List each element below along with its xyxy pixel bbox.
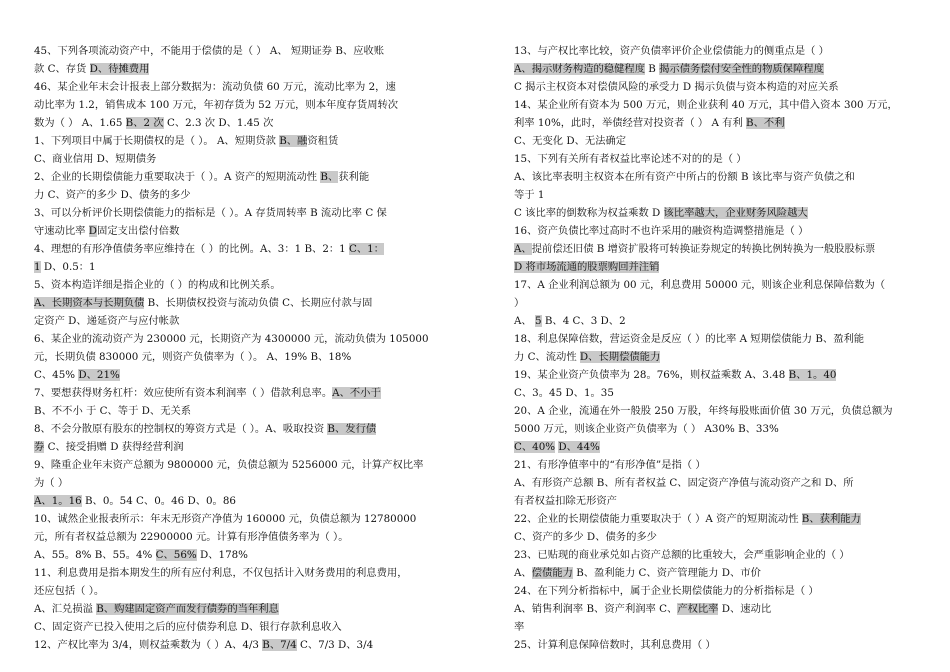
text-line (34, 204, 436, 222)
text-line (34, 564, 436, 582)
text-segment: C、接受捐赠 D 获得经营利润 (44, 441, 184, 453)
text-line (514, 276, 916, 294)
text-segment: B (645, 63, 660, 75)
text-line (34, 114, 436, 132)
text-segment: C、固定资产已投入使用之后的应付债券利息 D、银行存款利息收入 (34, 621, 342, 633)
text-segment: 1、下列项目中属于长期债权的是（ ）。 A、短期贷款 (34, 135, 280, 147)
highlighted-answer: 5 (535, 315, 542, 327)
highlighted-answer: 偿债能力 (531, 567, 573, 579)
highlighted-answer: D、21% (78, 369, 120, 381)
text-line (514, 546, 916, 564)
text-line (34, 276, 436, 294)
text-line (514, 222, 916, 240)
text-line (34, 168, 436, 186)
text-line (514, 492, 916, 510)
text-line (514, 618, 916, 636)
highlighted-answer: 揭示债务偿付安全性的物质保障程度 (659, 63, 824, 75)
text-line (34, 132, 436, 150)
text-line (514, 474, 916, 492)
text-line (514, 438, 916, 456)
text-segment: 款 C、存货 (34, 63, 90, 75)
text-segment: 利率 10%，此时，举债经营对投资者（ ） A 有利 (514, 117, 747, 129)
text-segment: 有者权益扣除无形资产 (514, 495, 617, 507)
text-segment: D、0.5：1 (40, 261, 96, 273)
text-segment: C、2.3 次 D、1.45 次 (163, 117, 274, 129)
highlighted-answer: D、待摊费用 (89, 63, 150, 75)
highlighted-answer: A、长期资本与长期负债 (34, 297, 145, 309)
text-line (34, 186, 436, 204)
text-segment: 数为（ ） A、1.65 (34, 117, 126, 129)
text-segment: 10、诚然企业报表所示：年末无形资产净值为 160000 元，负债总额为 12780000 (34, 513, 417, 525)
text-segment: 13、与产权比率比较，资产负债率评价企业偿债能力的侧重点是（ ） (514, 45, 829, 57)
text-segment: 还应包括（ ）。 (34, 585, 105, 597)
highlighted-answer: B、获利能力 (801, 513, 861, 525)
text-segment: 22、企业的长期偿债能力重要取决于（ ）A 资产的短期流动性 (514, 513, 802, 525)
text-line (34, 330, 436, 348)
text-line (514, 204, 916, 222)
text-line (514, 456, 916, 474)
text-segment: 45、下列各项流动资产中，不能用于偿债的是（ ） A、 短期证券 B、应收账 (34, 45, 385, 57)
text-segment: 12、产权比率为 3/4，则权益乘数为（ ）A、4/3 (34, 639, 263, 651)
highlighted-answer: 该比率越大，企业财务风险越大 (663, 207, 808, 219)
text-segment: B、盈利能力 C、资产管理能力 D、市价 (572, 567, 761, 579)
text-segment: 提前偿还旧债 B 增资扩股将可转换证券规定的转换比例转换为一般股股标票 (531, 243, 876, 255)
text-line (514, 150, 916, 168)
text-segment: 19、某企业资产负债率为 28。76%，则权益乘数 A、3.48 (514, 369, 789, 381)
text-line (514, 258, 916, 276)
highlighted-answer: B、1。40 (788, 369, 837, 381)
text-line (34, 600, 436, 618)
text-segment: C、3。45 D、1。35 (514, 387, 614, 399)
highlighted-answer: A、1。16 (34, 495, 82, 507)
highlighted-answer: A、 (514, 243, 532, 255)
text-segment: 守速动比率 (34, 225, 89, 237)
text-segment: 11、利息费用是指本期发生的所有应付利息，不仅包括计入财务费用的利息费用， (34, 567, 408, 579)
text-segment: 定资产 D、递延资产与应付帐款 (34, 315, 180, 327)
text-segment: B、长期债权投资与流动负债 C、长期应付款与固 (144, 297, 373, 309)
text-line (514, 636, 916, 654)
text-line (34, 420, 436, 438)
text-segment: 18、利息保障倍数，营运资金是反应（ ）的比率 A 短期偿债能力 B、盈利能 (514, 333, 865, 345)
text-line (514, 96, 916, 114)
text-line (34, 294, 436, 312)
text-line (34, 546, 436, 564)
text-line (514, 366, 916, 384)
text-segment: A、销售利润率 B、资产利润率 C、 (514, 603, 678, 615)
text-segment: 4、理想的有形净值债务率应维持在（ ）的比例。A、3：1 B、2：1 (34, 243, 349, 255)
highlighted-answer: C、1： (349, 243, 385, 255)
text-segment: 率 (514, 621, 525, 633)
highlighted-answer: B、不利 (746, 117, 785, 129)
text-line (514, 564, 916, 582)
text-line (514, 312, 916, 330)
text-segment: 20、A 企业，流通在外一般股 250 万股，年终每股账面价值 30 万元，负债总额为 (514, 405, 893, 417)
text-segment: ） (514, 297, 525, 309)
text-line (34, 528, 436, 546)
highlighted-answer: D (88, 225, 98, 237)
text-segment: 25、计算利息保障倍数时，其利息费用（ ） (514, 639, 716, 651)
text-line (34, 438, 436, 456)
text-line (514, 78, 916, 96)
text-segment: 9、隆重企业年末资产总额为 9800000 元，负债总额为 5256000 元，计算产权比率 (34, 459, 424, 471)
highlighted-answer: D 将市场流通的股票购回并注销 (514, 261, 660, 273)
text-line (34, 618, 436, 636)
highlighted-answer: A、揭示财务构造的稳健程度 (514, 63, 645, 75)
highlighted-answer: D、长期偿债能力 (579, 351, 661, 363)
text-line (34, 312, 436, 330)
text-segment: 5000 万元，则该企业资产负债率为（ ） A30% B、33% (514, 423, 779, 435)
text-segment: 17、A 企业利润总额为 00 元，利息费用 50000 元，则该企业利息保障倍数为（ (514, 279, 886, 291)
text-segment: A、 (514, 315, 536, 327)
text-line (514, 402, 916, 420)
highlighted-answer: B、购建固定资产而发行债券的当年利息 (96, 603, 279, 615)
text-line (514, 600, 916, 618)
highlighted-answer: B、 (320, 171, 339, 183)
text-segment: 15、下列有关所有者权益比率论述不对的的是（ ） (514, 153, 747, 165)
highlighted-answer: 产权比率 (677, 603, 719, 615)
text-segment: C、7/3 D、3/4 (296, 639, 374, 651)
text-line (34, 42, 436, 60)
text-line (514, 420, 916, 438)
text-segment: A、55。8% B、55。4% (34, 549, 156, 561)
text-line (34, 402, 436, 420)
text-line (34, 96, 436, 114)
text-segment: 力 C、流动性 (514, 351, 580, 363)
text-segment: 元，所有者权益总额为 22900000 元。计算有形净值债务率为（ ）。 (34, 531, 349, 543)
text-line (34, 510, 436, 528)
text-line (514, 294, 916, 312)
text-segment: A、有形资产总额 B、所有者权益 C、固定资产净值与流动资产之和 D、所 (514, 477, 854, 489)
text-segment: 8、不会分散原有股东的控制权的筹资方式是（ ）。A、吸取投资 (34, 423, 328, 435)
highlighted-answer: B、融 (279, 135, 308, 147)
text-line (34, 150, 436, 168)
text-segment: 动比率为 1.2，销售成本 100 万元，年初存货为 52 万元，则本年度存货周转次 (34, 99, 399, 111)
text-segment: 16、资产负债比率过高时不也许采用的融资构造调整措施是（ ） (514, 225, 809, 237)
text-segment: B、不不小 于 C、等于 D、无关系 (34, 405, 192, 417)
text-line (34, 60, 436, 78)
text-segment: C 揭示主权资本对偿债风险的承受力 D 揭示负债与资本构造的对应关系 (514, 81, 839, 93)
text-line (514, 384, 916, 402)
text-line (34, 384, 436, 402)
text-line (514, 510, 916, 528)
text-segment: 为（ ） (34, 477, 69, 489)
text-segment: 元，长期负债 830000 元，则资产负债率为（ ）。 A、19% B、18% (34, 351, 352, 363)
highlighted-answer: C、56% (155, 549, 197, 561)
text-line (514, 240, 916, 258)
text-line (34, 582, 436, 600)
text-line (34, 474, 436, 492)
text-segment: B、4 C、3 D、2 (541, 315, 626, 327)
text-segment: 6、某企业的流动资产为 230000 元，长期资产为 4300000 元，流动负债为 105000 (34, 333, 429, 345)
highlighted-answer: 1 (34, 261, 41, 273)
text-line (514, 186, 916, 204)
text-segment: D、速动比 (718, 603, 772, 615)
text-segment: C、45% (34, 369, 79, 381)
text-segment: 21、有形净值率中的“有形净值”是指（ ） (514, 459, 706, 471)
text-line (34, 240, 436, 258)
text-line (514, 528, 916, 546)
text-line (34, 492, 436, 510)
text-segment: 力 C、资产的多少 D、债务的多少 (34, 189, 191, 201)
text-segment: 23、已贴现的商业承兑如占资产总额的比重较大，会严重影响企业的（ ） (514, 549, 850, 561)
text-segment: 等于 1 (514, 189, 545, 201)
text-line (34, 366, 436, 384)
text-line (514, 42, 916, 60)
text-line (34, 348, 436, 366)
text-line (34, 636, 436, 654)
text-segment: B、0。54 C、0。46 D、0。86 (81, 495, 236, 507)
text-segment: A、汇兑损溢 (34, 603, 97, 615)
text-line (514, 114, 916, 132)
text-segment: A、该比率表明主权资本在所有资产中所占的份额 B 该比率与资产负债之和 (514, 171, 855, 183)
text-line (34, 456, 436, 474)
text-line (34, 78, 436, 96)
right-column (514, 42, 916, 654)
text-segment: C、商业信用 D、短期债务 (34, 153, 157, 165)
text-segment: 5、资本构造详细是指企业的（ ）的构成和比例关系。 (34, 279, 281, 291)
highlighted-answer: B、7/4 (262, 639, 297, 651)
highlighted-answer: B、2 次 (125, 117, 164, 129)
highlighted-answer: B、发行债 (327, 423, 377, 435)
text-segment: 获利能 (338, 171, 370, 183)
text-segment: 资租赁 (307, 135, 339, 147)
highlighted-answer: 券 (34, 441, 45, 453)
text-segment: C 该比率的倒数称为权益乘数 D (514, 207, 664, 219)
highlighted-answer: D、44% (558, 441, 600, 453)
text-line (514, 60, 916, 78)
text-line (514, 348, 916, 366)
text-segment: 46、某企业年末会计报表上部分数据为：流动负债 60 万元，流动比率为 2，速 (34, 81, 396, 93)
text-segment: 固定支出偿付倍数 (97, 225, 180, 237)
text-line (514, 330, 916, 348)
text-line (514, 582, 916, 600)
text-segment: A、 (514, 567, 532, 579)
text-segment: 14、某企业所有资本为 500 万元，则企业获利 40 万元，其中借入资本 300 万元， (514, 99, 898, 111)
text-segment: C、资产的多少 D、债务的多少 (514, 531, 657, 543)
text-segment: 7、要想获得财务杠杆：效应使所有资本利润率（ ）借款利息率。 (34, 387, 333, 399)
text-segment: 24、在下列分析指标中，属于企业长期偿债能力的分析指标是（ ） (514, 585, 819, 597)
text-segment: 3、可以分析评价长期偿债能力的指标是（ ）。A 存货周转率 B 流动比率 C 保 (34, 207, 387, 219)
text-line (34, 258, 436, 276)
highlighted-answer: A、不小于 (332, 387, 381, 399)
text-segment: 2、企业的长期偿债能力重要取决于（ ）。A 资产的短期流动性 (34, 171, 321, 183)
left-column (34, 42, 436, 654)
text-segment: D、178% (196, 549, 248, 561)
highlighted-answer: C、40% (514, 441, 556, 453)
text-line (514, 168, 916, 186)
text-segment: C、无变化 D、无法确定 (514, 135, 627, 147)
text-line (514, 132, 916, 150)
text-line (34, 222, 436, 240)
